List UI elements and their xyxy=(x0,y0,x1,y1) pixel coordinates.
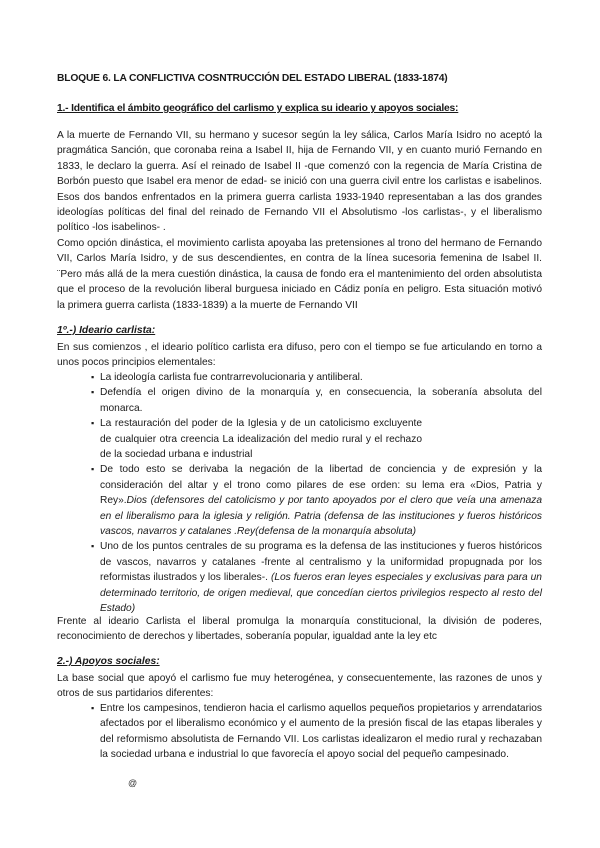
list-item: ▪ La ideología carlista fue contrarrevolucionaria y antiliberal. xyxy=(92,370,542,385)
intro-paragraph-1: A la muerte de Fernando VII, su hermano y sucesor según la ley sálica, Carlos María Isidro no aceptó la pragmática Sanción, que coronaba reina a Isabel II, hija de Fernando VII, y en cuanto murió Fernando en 1833, le declaro la guerra. Así el reinado de Isabel II -que comenzó con la regencia de María Cristina de Borbón puesto que Isabel era menor de edad- se inició con una guerra civil entre los carlistas e isabelinos. Esos dos bandos enfrentados en la primera guerra carlista 1933-1940 representaban a las dos grandes ideologías políticas del final del reinado de Fernando VII el Absolutismo -los carlistas-, y el liberalismo político -los isabelinos- . xyxy=(57,130,542,234)
question-heading: 1.- Identifica el ámbito geográfico del carlismo y explica su ideario y apoyos sociales: xyxy=(57,103,459,114)
section-lead-apoyos: La base social que apoyó el carlismo fue muy heterogénea, y consecuentemente, las razones de unos y otros de sus partidarios diferentes: xyxy=(57,673,542,700)
list-item: ▪ Uno de los puntos centrales de su programa es la defensa de las instituciones y fueros históricos de vascos, navarros y catalanes -frente al centralismo y la uniformidad propugnada por los reformistas ilustrados y los liberales-. (Los fueros eran leyes especiales y exclusivas para para un determinado territorio, de origen medieval, que concedían ciertos privilegios respecto al resto del Estado) xyxy=(92,539,542,616)
closing-paragraph: Frente al ideario Carlista el liberal promulga la monarquía constitucional, la división de poderes, reconocimiento de derechos y libertades, soberanía popular, igualdad ante la ley etc xyxy=(57,616,542,643)
list-item: ▪ Entre los campesinos, tendieron hacia el carlismo aquellos pequeños propietarios y arrendatarios afectados por el liberalismo económico y el aumento de la presión fiscal de las etapas liberales y del reformismo absolutista de Fernando VII. Los carlistas idealizaron el medio rural y rechazaban la sociedad urbana e industrial lo que favorecía el apoyo social del pequeño campesinado. xyxy=(92,701,542,763)
list-item: ▪ Defendía el origen divino de la monarquía y, en consecuencia, la soberanía absoluta del monarca. xyxy=(92,385,542,416)
document-title: BLOQUE 6. LA CONFLICTIVA COSNTRUCCIÓN DEL ESTADO LIBERAL (1833-1874) xyxy=(57,73,448,84)
list-item: ▪ De todo esto se derivaba la negación de la libertad de conciencia y de expresión y la consideración del altar y el trono como pilares de ese orden: su lema era «Dios, Patria y Rey».Dios (defensores del catolicismo y por tanto apoyados por el clero que veía una amenaza en el liberalismo para la iglesia y religión. Patria (defensa de las instituciones y fueros históricos vascos, navarros y catalanes .Rey(defensa de la monarquía absoluta) xyxy=(92,462,542,539)
list-item: ▪ La restauración del poder de la Iglesia y de un catolicismo excluyente de cualquier otra creencia La idealización del medio rural y el rechazo de la sociedad urbana e industrial xyxy=(92,416,542,462)
intro-paragraph-2: Como opción dinástica, el movimiento carlista apoyaba las pretensiones al trono del hermano de Fernando VII, Carlos María Isidro, y de sus descendientes, en contra de la línea sucesoria femenina de Isabel II. ¨Pero más allá de la mera cuestión dinástica, la causa de fondo era el mantenimiento del orden absolutista que el proceso de la revolución liberal burguesa iniciado en Cádiz ponía en peligro. Esta situación motivó la primera guerra carlista (1833-1839) a la muerte de Fernando VII xyxy=(57,238,542,311)
apoyos-bullet-list xyxy=(92,701,542,763)
section-lead-ideario: En sus comienzos , el ideario político carlista era difuso, pero con el tiempo se fue articulando en torno a unos pocos principios elementales: xyxy=(57,342,542,369)
section-heading-apoyos: 2.-) Apoyos sociales: xyxy=(57,656,160,667)
ideario-bullet-list xyxy=(92,370,542,617)
footer-mark: @ xyxy=(128,778,138,788)
section-heading-ideario: 1º.-) Ideario carlista: xyxy=(57,325,156,336)
